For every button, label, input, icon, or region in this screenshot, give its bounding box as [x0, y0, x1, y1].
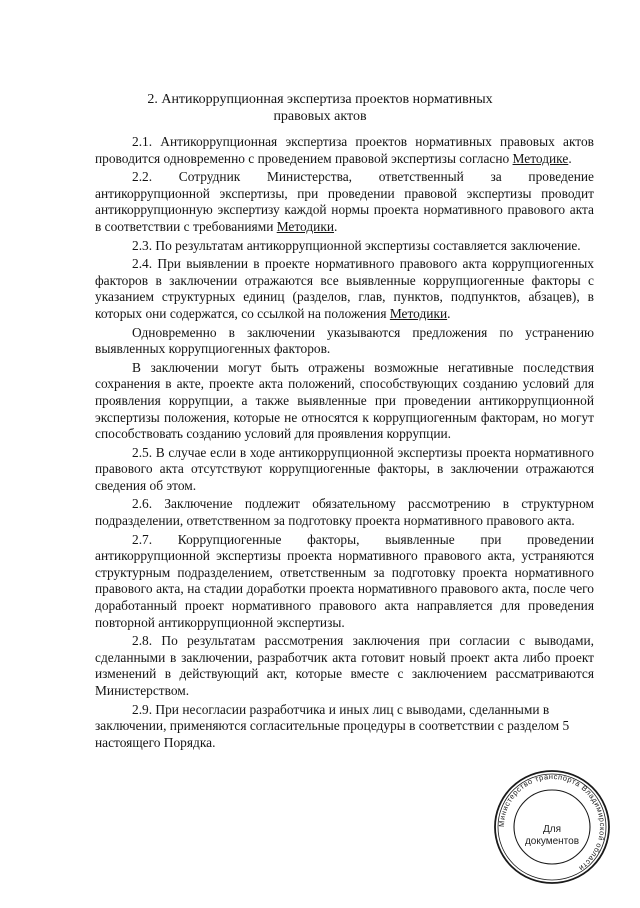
paragraph-2-2 — [95, 169, 594, 235]
paragraph-simultaneous-proposals: Одновременно в заключении указываются предложения по устранению выявленных коррупциогенных факторов. — [95, 324, 594, 357]
section-heading — [95, 91, 545, 125]
heading-line-2: правовых актов — [273, 109, 367, 124]
heading-line-1: 2. Антикоррупционная экспертиза проектов нормативных — [147, 92, 493, 107]
paragraph-2-1 — [95, 134, 594, 167]
paragraph-2-1-end: . — [568, 150, 572, 166]
paragraph-2-4 — [95, 256, 594, 322]
paragraph-2-8: 2.8. По результатам рассмотрения заключения при согласии с выводами, сделанными в заключении, разработчик акта готовит новый проект акта либо проект изменений в действующий акт, которые вместе с заключением рассматриваются Министерством. — [95, 633, 594, 698]
methodology-reference: Методики — [276, 218, 335, 234]
stamp-label-line-2: документов — [524, 836, 580, 847]
stamp-label-line-1: Для — [542, 824, 562, 835]
paragraph-2-3: 2.3. По результатам антикоррупционной экспертизы составляется заключение. — [132, 237, 581, 253]
paragraph-negative-consequences: В заключении могут быть отражены возможные негативные последствия сохранения в акте, проекте акта положений, способствующих созданию условий для проявления коррупции, а также выявленные при проведении антикоррупционной экспертизы положения, которые не относятся к коррупциогенным факторам, но могут способствовать созданию условий для проявления коррупции. — [95, 359, 594, 442]
paragraph-2-2-end: . — [334, 218, 338, 234]
paragraph-2-2-text: 2.2. Сотрудник Министерства, ответственный за проведение антикоррупционной экспертизы, при проведении правовой экспертизы проводит антикоррупционную экспертизу каждой нормы проекта нормативного правового акта в соответствии с требованиями — [95, 169, 594, 234]
paragraph-2-6: 2.6. Заключение подлежит обязательному рассмотрению в структурном подразделении, ответственном за подготовку проекта нормативного правового акта. — [95, 496, 594, 529]
official-stamp — [492, 768, 612, 886]
document-body — [95, 134, 594, 753]
methodology-reference: Методике — [512, 150, 569, 166]
svg-text:Министерство транспорта Владим — [497, 772, 607, 873]
paragraph-2-4-text: 2.4. При выявлении в проекте нормативного правового акта коррупциогенных факторов в заключении отражаются все выявленные коррупциогенные факторы с указанием структурных единиц (разделов, глав, пунктов, подпунктов, абзацев), в которых они содержатся, со ссылкой на положения — [95, 256, 594, 321]
paragraph-2-4-end: . — [447, 305, 451, 321]
paragraph-2-7: 2.7. Коррупциогенные факторы, выявленные при проведении антикоррупционной экспертизы проекта нормативного правового акта, устраняются структурным подразделением, ответственным за подготовку проекта нормативного правового акта, на стадии доработки проекта нормативного правового акта, после чего доработанный проект нормативного правового акта направляется для проведения повторной антикоррупционной экспертизы. — [95, 531, 594, 630]
paragraph-2-9: 2.9. При несогласии разработчика и иных лиц с выводами, сделанными в заключении, применяются согласительные процедуры в соответствии с разделом 5 настоящего Порядка. — [95, 701, 570, 750]
paragraph-2-1-text: 2.1. Антикоррупционная экспертиза проектов нормативных правовых актов проводится одновременно с проведением правовой экспертизы согласно — [95, 134, 594, 166]
paragraph-2-5: 2.5. В случае если в ходе антикоррупционной экспертизы проекта нормативного правового акта отсутствуют коррупциогенные факторы, в заключении отражаются сведения об этом. — [95, 444, 594, 493]
methodology-reference: Методики — [389, 305, 448, 321]
stamp-ring-text: Министерство транспорта Владимирской области — [496, 771, 608, 874]
